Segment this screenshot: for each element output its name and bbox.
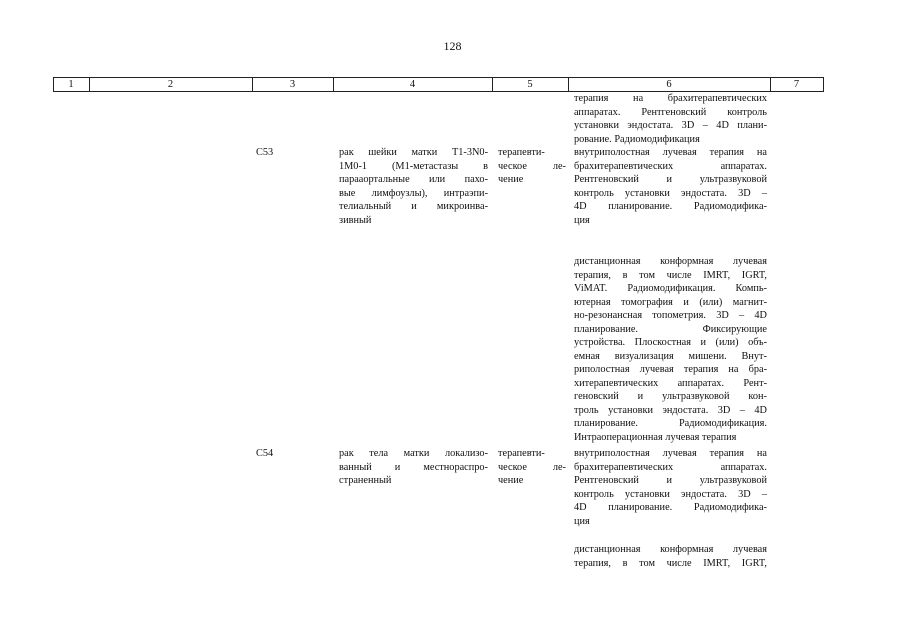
column-header-1: 1 — [68, 79, 74, 90]
table-cell-treatment-type — [498, 146, 566, 187]
text-line: установки эндостата. 3D – 4D плани- — [574, 120, 767, 131]
text-line: Рентгеновский и ультразвуковой — [574, 475, 767, 486]
text-line: хитерапевтических аппаратах. Рент- — [574, 377, 767, 389]
text-line: терапевти- — [498, 448, 545, 459]
text-line: ютерная томография и (или) магнит- — [574, 296, 767, 308]
text-line: ванный и местнораспро- — [339, 461, 488, 473]
text-line: Рентгеновский и ультразвуковой — [574, 174, 767, 185]
table-cell-icd-code: C53 — [256, 147, 274, 158]
table-cell-treatment-type — [498, 447, 566, 488]
column-header-7: 7 — [793, 79, 800, 90]
text-line: контроль установки эндостата. 3D – — [574, 488, 767, 500]
table-cell-method — [574, 146, 767, 227]
text-line: брахитерапевтических аппаратах. — [574, 461, 767, 473]
text-line: зивный — [339, 214, 372, 226]
text-line: рование. Радиомодификация — [574, 133, 700, 145]
column-divider — [823, 78, 824, 91]
text-line: 1M0-1 (M1-метастазы в — [339, 160, 488, 172]
text-line: парааортальные или пахо- — [339, 174, 488, 185]
column-header-5: 5 — [527, 79, 533, 90]
text-line: терапия на брахитерапевтических — [574, 93, 767, 104]
text-line: но-резонансная топометрия. 3D – 4D — [574, 310, 767, 321]
text-line: страненный — [339, 475, 392, 486]
text-line: телиальный и микроинва- — [339, 201, 488, 212]
text-line: ческое ле- — [498, 461, 566, 473]
text-line: ViMAT. Радиомодификация. Компь- — [574, 283, 767, 294]
text-line: терапия, в том числе IMRT, IGRT, — [574, 269, 767, 281]
column-header-3: 3 — [289, 79, 296, 90]
text-line: чение — [498, 475, 524, 486]
table-cell-method — [574, 255, 767, 444]
text-line: ция — [574, 515, 590, 527]
text-line: 4D планирование. Радиомодифика- — [574, 201, 767, 212]
table-cell-diagnosis — [339, 146, 488, 227]
text-line: чение — [498, 174, 524, 185]
text-line: планирование. Радиомодификация. — [574, 418, 767, 429]
text-line: контроль установки эндостата. 3D – — [574, 187, 767, 199]
text-line: внутриполостная лучевая терапия на — [574, 147, 767, 158]
text-line: геновский и ультразвуковой кон- — [574, 391, 767, 402]
column-header-6: 6 — [666, 79, 672, 90]
text-line: 4D планирование. Радиомодифика- — [574, 502, 767, 513]
text-line: планирование. Фиксирующие — [574, 323, 767, 335]
text-line: ция — [574, 214, 590, 226]
text-line: брахитерапевтических аппаратах. — [574, 160, 767, 172]
text-line: емная визуализация мишени. Внут- — [574, 350, 767, 362]
table-cell-method — [574, 92, 767, 146]
text-line: дистанционная конформная лучевая — [574, 256, 767, 267]
text-line: устройства. Плоскостная и (или) объ- — [574, 337, 767, 348]
table-cell-diagnosis — [339, 447, 488, 488]
text-line: внутриполостная лучевая терапия на — [574, 448, 767, 459]
text-line: ческое ле- — [498, 160, 566, 172]
page-number: 128 — [443, 39, 462, 53]
text-line: аппаратах. Рентгеновский контроль — [574, 106, 767, 118]
text-line: Интраоперационная лучевая терапия — [574, 431, 737, 443]
text-line: риполостная лучевая терапия на бра- — [574, 364, 767, 375]
text-line: терапия, в том числе IMRT, IGRT, — [574, 557, 767, 569]
text-line: дистанционная конформная лучевая — [574, 544, 767, 555]
table-cell-method — [574, 447, 767, 528]
text-line: вые лимфоузлы), интраэпи- — [339, 187, 488, 199]
column-header-4: 4 — [409, 79, 416, 90]
text-line: рак шейки матки T1-3N0- — [339, 147, 488, 158]
table-cell-method — [574, 543, 767, 570]
table-header-row — [53, 77, 824, 92]
column-header-2: 2 — [167, 79, 174, 90]
table-cell-icd-code: C54 — [256, 448, 274, 459]
text-line: рак тела матки локализо- — [339, 448, 488, 459]
text-line: терапевти- — [498, 147, 545, 158]
text-line: троль установки эндостата. 3D – 4D — [574, 404, 767, 416]
